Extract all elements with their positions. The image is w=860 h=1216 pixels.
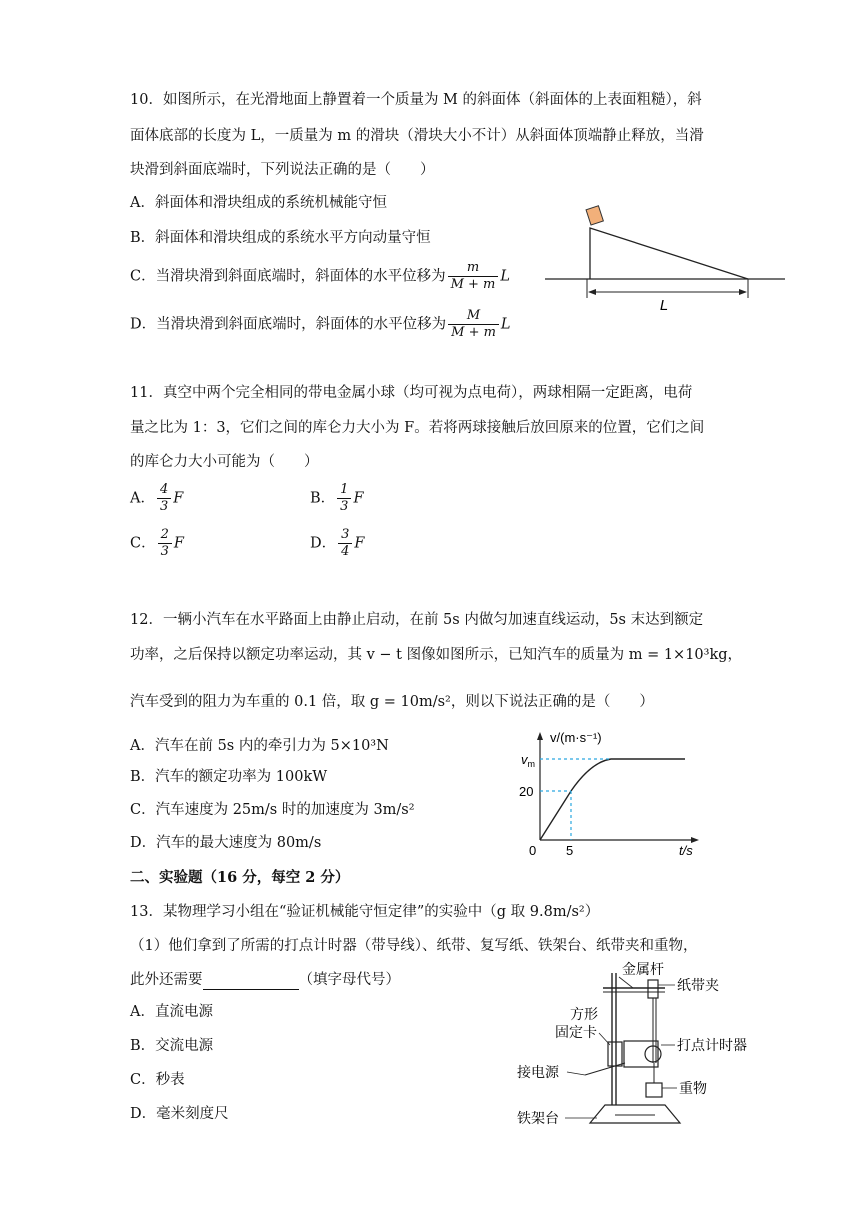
fraction-numerator: 1 [337, 482, 351, 499]
q13-stem-line2: （1）他们拿到了所需的打点计时器（带导线）、纸带、复写纸、铁架台、纸带夹和重物， [130, 938, 698, 954]
q11-stem-line2: 量之比为 1：3，它们之间的库仑力大小为 F。若将两球接触后放回原来的位置，它们之间 [130, 420, 705, 436]
incline-body [590, 228, 748, 279]
q10-option-a: A．斜面体和滑块组成的系统机械能守恒 [130, 195, 387, 211]
q13-line3-suffix: （填字母代号） [298, 972, 400, 988]
vm-symbol: v [521, 752, 528, 767]
option-suffix: F [173, 490, 184, 507]
q12-stem-line3: 汽车受到的阻力为车重的 0.1 倍，取 g = 10m/s²，则以下说法正确的是（ ） [130, 694, 654, 710]
tape-clip [648, 980, 658, 998]
y-axis-label: v/(m·s⁻¹) [550, 730, 602, 745]
tick-label-5: 5 [566, 843, 574, 858]
fraction-denominator: M + m [451, 325, 496, 340]
fraction-denominator: M + m [450, 277, 496, 292]
fixing-card [608, 1042, 622, 1066]
vt-curve [540, 759, 685, 840]
leader-card [599, 1033, 610, 1045]
leader-rod [619, 977, 633, 988]
option-suffix: F [354, 535, 365, 552]
q10-option-b: B．斜面体和滑块组成的系统水平方向动量守恒 [130, 230, 431, 246]
q10-option-d [130, 308, 511, 341]
q11-stem-line1: 11．真空中两个完全相同的带电金属小球（均可视为点电荷），两球相隔一定距离，电荷 [130, 385, 693, 401]
tick-label-20: 20 [519, 784, 534, 799]
q13-stem-line1: 13．某物理学习小组在“验证机械能守恒定律”的实验中（g 取 9.8m/s²） [130, 904, 600, 920]
q10-option-c-text: C．当滑块滑到斜面底端时，斜面体的水平位移为 [130, 268, 446, 285]
q12-stem-line2: 功率，之后保持以额定功率运动，其 v − t 图像如图所示，已知汽车的质量为 m = 1×10³kg， [130, 647, 743, 663]
answer-blank[interactable] [203, 975, 299, 990]
y-axis-arrow [537, 732, 543, 740]
q10-option-d-text: D．当滑块滑到斜面底端时，斜面体的水平位移为 [130, 316, 447, 333]
origin-label: 0 [529, 843, 537, 858]
q11-option-a [130, 482, 183, 515]
fraction-denominator: 3 [160, 544, 169, 559]
q10-stem-line3: 块滑到斜面底端时，下列说法正确的是（ ） [130, 162, 435, 178]
x-axis-label: t/s [679, 843, 693, 858]
q10-option-c [130, 260, 510, 293]
fraction-numerator: 3 [338, 527, 352, 544]
label-card-2: 固定卡 [555, 1024, 597, 1040]
slider-block [586, 206, 603, 225]
label-tape-clip: 纸带夹 [677, 977, 719, 993]
q12-vt-graph [515, 728, 705, 860]
arrow-head-right [739, 289, 747, 295]
label-power: 接电源 [517, 1064, 559, 1080]
q13-stem-line3 [130, 970, 400, 990]
label-metal-rod: 金属杆 [622, 961, 664, 977]
weight-body [646, 1083, 662, 1097]
option-suffix: F [173, 535, 184, 552]
q12-option-a: A．汽车在前 5s 内的牵引力为 5×10³N [130, 738, 389, 754]
fraction-denominator: 3 [340, 499, 349, 514]
q10-stem-line1: 10．如图所示，在光滑地面上静置着一个质量为 M 的斜面体（斜面体的上表面粗糙），斜 [130, 92, 702, 108]
label-timer: 打点计时器 [677, 1037, 747, 1053]
stand-base [590, 1105, 680, 1123]
option-label: B． [310, 490, 336, 507]
q12-option-d: D．汽车的最大速度为 80m/s [130, 835, 322, 851]
fraction-denominator: 3 [159, 499, 169, 514]
q10-incline-figure [540, 200, 790, 315]
option-fraction [158, 527, 172, 560]
q10-option-c-fraction [448, 260, 499, 293]
vm-subscript: m [527, 759, 535, 769]
label-stand: 铁架台 [517, 1110, 559, 1126]
q11-option-b [310, 482, 364, 515]
q11-option-c [130, 527, 184, 560]
arrow-head-left [588, 289, 596, 295]
option-fraction [157, 482, 171, 515]
option-fraction [338, 527, 352, 560]
vm-label [521, 752, 535, 769]
section-title: 二、实验题（16 分，每空 2 分） [130, 869, 350, 886]
option-label: D． [310, 535, 337, 552]
power-lead [585, 1063, 625, 1075]
fraction-denominator: 4 [341, 544, 350, 559]
leader-power [567, 1072, 585, 1075]
option-label: C． [130, 535, 156, 552]
q10-option-d-fraction [448, 308, 499, 341]
q13-option-d: D．毫米刻度尺 [130, 1106, 229, 1122]
label-card-1: 方形 [570, 1006, 598, 1022]
q11-option-d [310, 527, 364, 560]
option-suffix: F [353, 490, 364, 507]
length-label: L [659, 297, 669, 314]
fraction-numerator: 4 [157, 482, 171, 499]
fraction-numerator: M [448, 308, 499, 325]
q13-option-b: B．交流电源 [130, 1038, 214, 1054]
q10-option-c-suffix: L [500, 268, 511, 285]
q12-option-c: C．汽车速度为 25m/s 时的加速度为 3m/s² [130, 802, 415, 818]
q13-apparatus-figure [515, 955, 765, 1135]
option-label: A． [130, 490, 155, 507]
q10-option-d-suffix: L [500, 316, 511, 333]
q12-stem-line1: 12．一辆小汽车在水平路面上由静止启动，在前 5s 内做匀加速直线运动，5s 末达到额定 [130, 612, 704, 628]
q13-option-c: C．秒表 [130, 1072, 185, 1088]
q11-stem-line3: 的库仑力大小可能为（ ） [130, 454, 319, 470]
fraction-numerator: m [448, 260, 499, 277]
q10-stem-line2: 面体底部的长度为 L，一质量为 m 的滑块（滑块大小不计）从斜面体顶端静止释放，当滑 [130, 128, 704, 144]
label-weight: 重物 [679, 1080, 707, 1096]
q13-option-a: A．直流电源 [130, 1004, 213, 1020]
q13-line3-prefix: 此外还需要 [130, 972, 203, 988]
option-fraction [337, 482, 351, 515]
q12-option-b: B．汽车的额定功率为 100kW [130, 769, 328, 785]
fraction-numerator: 2 [158, 527, 172, 544]
